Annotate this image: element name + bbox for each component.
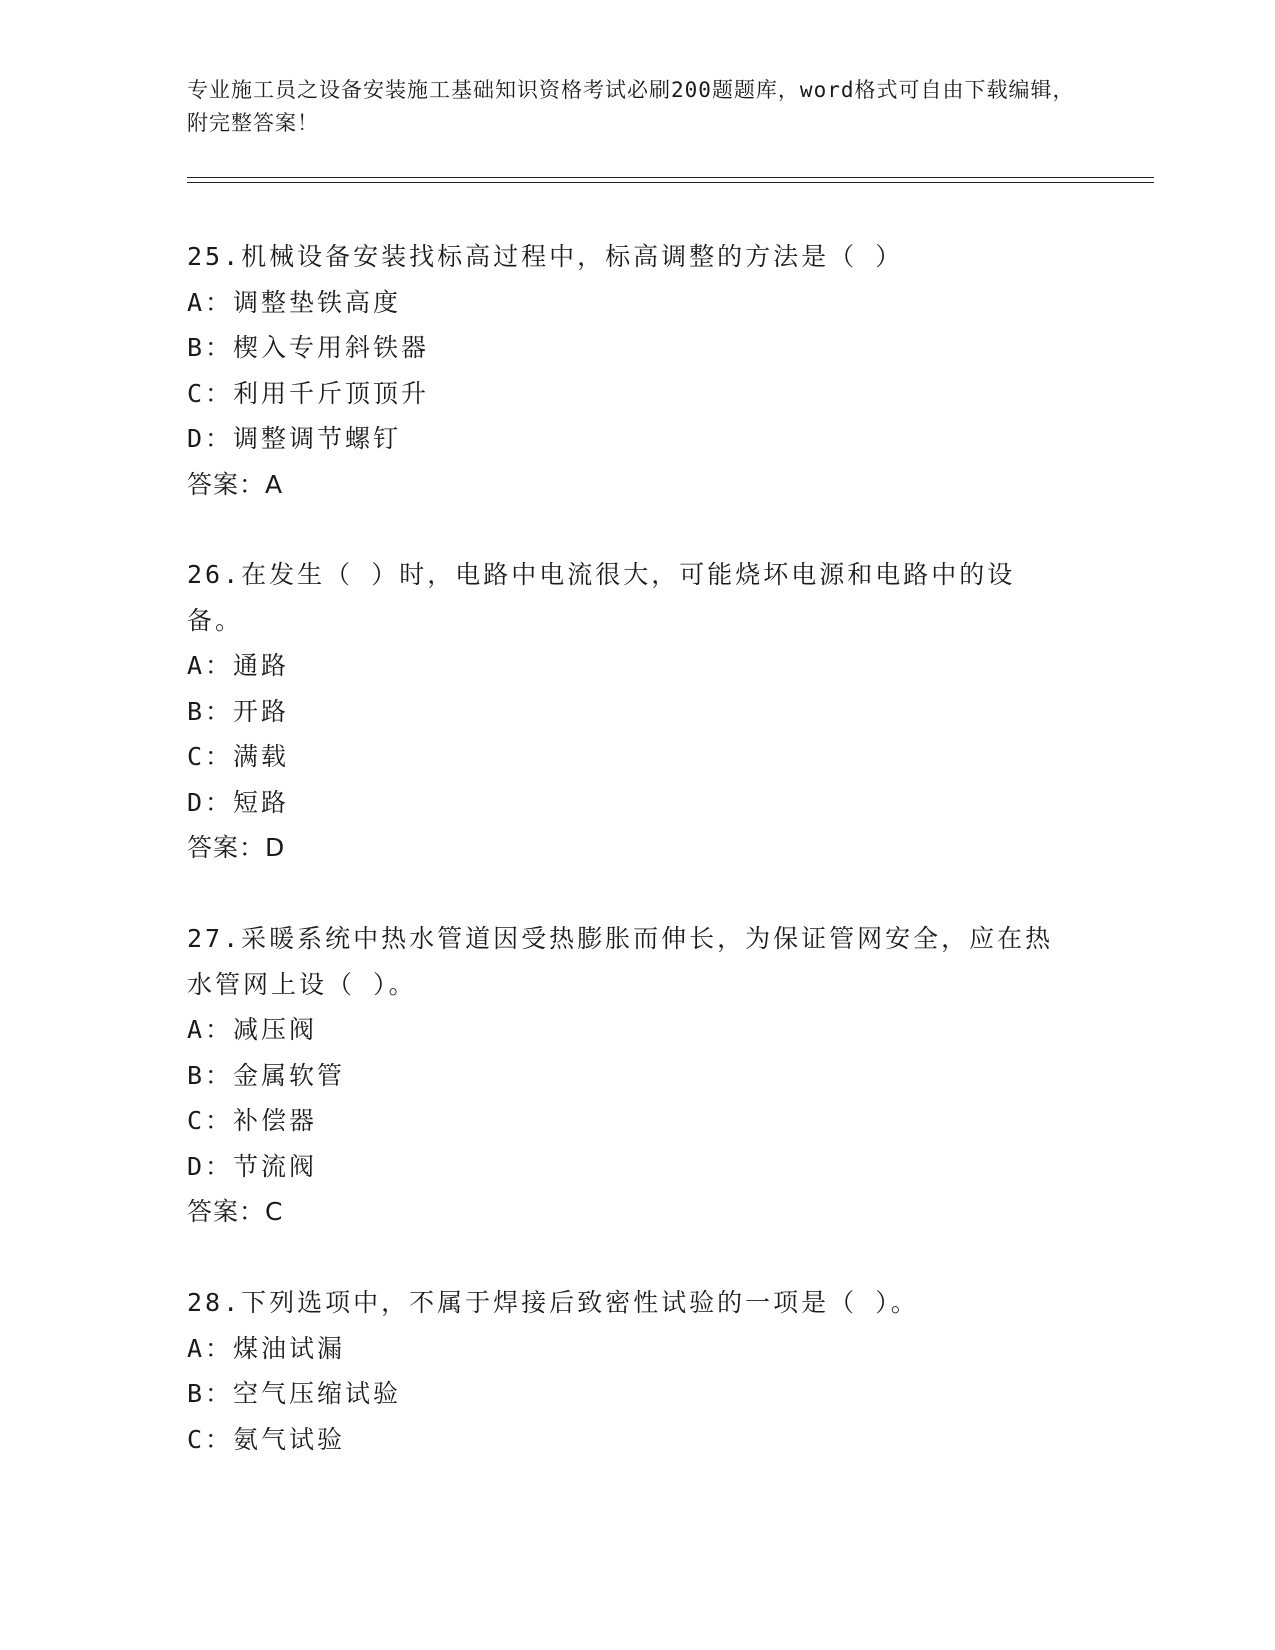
answer-label: 答案：A [187,469,284,499]
option-d: D：短路 [187,787,290,817]
question-stem: 28.下列选项中，不属于焊接后致密性试验的一项是（ ）。 [187,1288,919,1317]
option-c: C：利用千斤顶顶升 [187,378,430,408]
question-28 [187,1280,1087,1462]
option-b: B：空气压缩试验 [187,1379,402,1408]
document-description: 专业施工员之设备安装施工基础知识资格考试必刷200题题库，word格式可自由下载编辑，附完整答案！ [187,78,1075,135]
option-b: B：楔入专用斜铁器 [187,333,430,362]
option-b: B：开路 [187,696,290,726]
option-d: D：调整调节螺钉 [187,424,402,453]
header-divider-top [187,177,1154,178]
answer-label: 答案：C [187,1197,284,1226]
question-stem: 25.机械设备安装找标高过程中，标高调整的方法是（ ） [187,242,904,271]
option-a: A：调整垫铁高度 [187,287,402,317]
question-stem: 26.在发生（ ）时，电路中电流很大，可能烧坏电源和电路中的设备。 [187,560,1016,635]
answer-label: 答案：D [187,833,286,862]
question-27 [187,916,1087,1235]
option-b: B：金属软管 [187,1060,346,1090]
question-25 [187,234,1087,507]
option-c: C：氨气试验 [187,1424,346,1454]
option-a: A：减压阀 [187,1015,318,1044]
question-stem: 27.采暖系统中热水管道因受热膨胀而伸长，为保证管网安全，应在热水管网上设（ ）。 [187,924,1054,999]
option-a: A：煤油试漏 [187,1333,346,1363]
option-d: D：节流阀 [187,1151,318,1181]
header-divider-bottom [187,182,1154,183]
option-a: A：通路 [187,651,290,680]
option-c: C：补偿器 [187,1106,318,1135]
question-26 [187,552,1087,871]
option-c: C：满载 [187,742,290,771]
